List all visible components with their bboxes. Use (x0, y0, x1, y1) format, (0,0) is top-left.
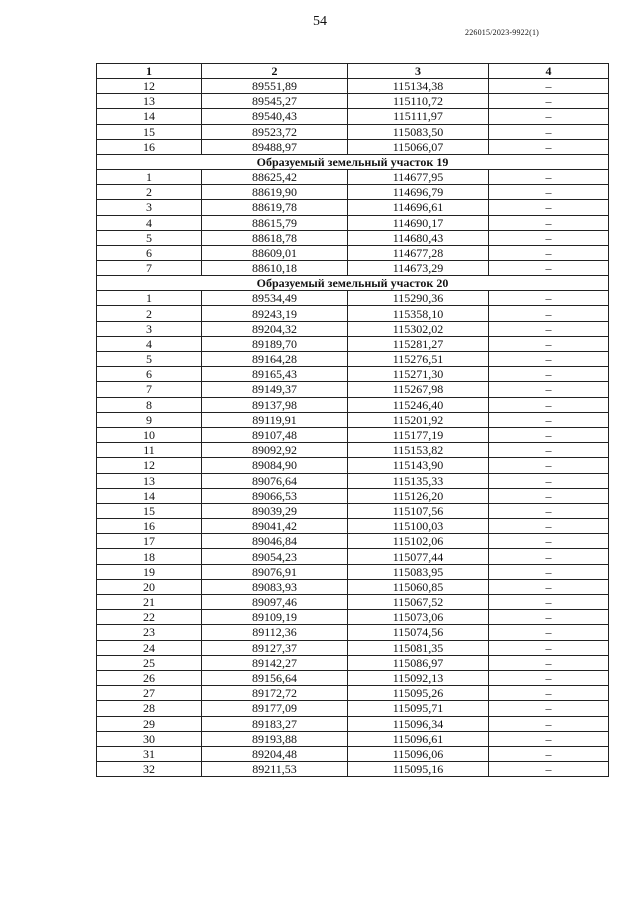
y-coordinate-cell: 115107,56 (348, 503, 489, 518)
point-number-cell: 15 (97, 124, 202, 139)
x-coordinate-cell: 89165,43 (202, 367, 348, 382)
note-cell: – (489, 625, 609, 640)
x-coordinate-cell: 88619,90 (202, 185, 348, 200)
point-number-cell: 25 (97, 655, 202, 670)
x-coordinate-cell: 89189,70 (202, 336, 348, 351)
note-cell: – (489, 382, 609, 397)
point-number-cell: 13 (97, 473, 202, 488)
y-coordinate-cell: 114680,43 (348, 230, 489, 245)
x-coordinate-cell: 89156,64 (202, 670, 348, 685)
x-coordinate-cell: 88609,01 (202, 245, 348, 260)
coordinates-table (96, 63, 609, 777)
table-row (97, 625, 609, 640)
note-cell: – (489, 579, 609, 594)
x-coordinate-cell: 89127,37 (202, 640, 348, 655)
table-row (97, 200, 609, 215)
y-coordinate-cell: 115081,35 (348, 640, 489, 655)
note-cell: – (489, 640, 609, 655)
point-number-cell: 8 (97, 397, 202, 412)
table-row (97, 488, 609, 503)
table-row (97, 549, 609, 564)
table-row (97, 746, 609, 761)
column-header: 4 (489, 64, 609, 79)
table-row (97, 245, 609, 260)
note-cell: – (489, 473, 609, 488)
note-cell: – (489, 139, 609, 154)
table-row (97, 473, 609, 488)
table-row (97, 169, 609, 184)
point-number-cell: 30 (97, 731, 202, 746)
point-number-cell: 4 (97, 336, 202, 351)
y-coordinate-cell: 115095,16 (348, 762, 489, 777)
note-cell: – (489, 488, 609, 503)
table-row (97, 716, 609, 731)
y-coordinate-cell: 115201,92 (348, 412, 489, 427)
note-cell: – (489, 215, 609, 230)
table-row (97, 640, 609, 655)
table-header-row (97, 64, 609, 79)
x-coordinate-cell: 89046,84 (202, 534, 348, 549)
point-number-cell: 27 (97, 686, 202, 701)
point-number-cell: 12 (97, 458, 202, 473)
x-coordinate-cell: 89183,27 (202, 716, 348, 731)
y-coordinate-cell: 115077,44 (348, 549, 489, 564)
x-coordinate-cell: 88625,42 (202, 169, 348, 184)
x-coordinate-cell: 89172,72 (202, 686, 348, 701)
y-coordinate-cell: 114690,17 (348, 215, 489, 230)
x-coordinate-cell: 89054,23 (202, 549, 348, 564)
y-coordinate-cell: 115153,82 (348, 443, 489, 458)
note-cell: – (489, 185, 609, 200)
y-coordinate-cell: 115110,72 (348, 94, 489, 109)
point-number-cell: 1 (97, 169, 202, 184)
point-number-cell: 17 (97, 534, 202, 549)
x-coordinate-cell: 89211,53 (202, 762, 348, 777)
x-coordinate-cell: 89142,27 (202, 655, 348, 670)
x-coordinate-cell: 89137,98 (202, 397, 348, 412)
note-cell: – (489, 519, 609, 534)
x-coordinate-cell: 89177,09 (202, 701, 348, 716)
point-number-cell: 16 (97, 139, 202, 154)
document-id: 226015/2023-9922(1) (465, 28, 540, 37)
y-coordinate-cell: 114673,29 (348, 261, 489, 276)
x-coordinate-cell: 89164,28 (202, 352, 348, 367)
y-coordinate-cell: 114677,95 (348, 169, 489, 184)
y-coordinate-cell: 115066,07 (348, 139, 489, 154)
table-row (97, 124, 609, 139)
y-coordinate-cell: 115302,02 (348, 321, 489, 336)
x-coordinate-cell: 89149,37 (202, 382, 348, 397)
note-cell: – (489, 503, 609, 518)
table-row (97, 367, 609, 382)
point-number-cell: 20 (97, 579, 202, 594)
note-cell: – (489, 336, 609, 351)
y-coordinate-cell: 115135,33 (348, 473, 489, 488)
table-row (97, 261, 609, 276)
note-cell: – (489, 321, 609, 336)
point-number-cell: 5 (97, 352, 202, 367)
x-coordinate-cell: 89092,92 (202, 443, 348, 458)
point-number-cell: 28 (97, 701, 202, 716)
note-cell: – (489, 746, 609, 761)
table-row (97, 443, 609, 458)
x-coordinate-cell: 89534,49 (202, 291, 348, 306)
note-cell: – (489, 427, 609, 442)
x-coordinate-cell: 89084,90 (202, 458, 348, 473)
note-cell: – (489, 94, 609, 109)
point-number-cell: 31 (97, 746, 202, 761)
y-coordinate-cell: 115143,90 (348, 458, 489, 473)
y-coordinate-cell: 115271,30 (348, 367, 489, 382)
y-coordinate-cell: 115067,52 (348, 595, 489, 610)
note-cell: – (489, 549, 609, 564)
point-number-cell: 21 (97, 595, 202, 610)
x-coordinate-cell: 89243,19 (202, 306, 348, 321)
y-coordinate-cell: 114696,79 (348, 185, 489, 200)
point-number-cell: 22 (97, 610, 202, 625)
y-coordinate-cell: 115177,19 (348, 427, 489, 442)
table-row (97, 534, 609, 549)
point-number-cell: 16 (97, 519, 202, 534)
note-cell: – (489, 564, 609, 579)
note-cell: – (489, 124, 609, 139)
table-row (97, 610, 609, 625)
note-cell: – (489, 169, 609, 184)
x-coordinate-cell: 89076,91 (202, 564, 348, 579)
table-row (97, 336, 609, 351)
x-coordinate-cell: 89540,43 (202, 109, 348, 124)
x-coordinate-cell: 89041,42 (202, 519, 348, 534)
table-row (97, 762, 609, 777)
y-coordinate-cell: 115096,34 (348, 716, 489, 731)
x-coordinate-cell: 89097,46 (202, 595, 348, 610)
point-number-cell: 6 (97, 367, 202, 382)
table-row (97, 397, 609, 412)
note-cell: – (489, 79, 609, 94)
note-cell: – (489, 109, 609, 124)
y-coordinate-cell: 115100,03 (348, 519, 489, 534)
x-coordinate-cell: 89066,53 (202, 488, 348, 503)
point-number-cell: 7 (97, 382, 202, 397)
y-coordinate-cell: 115083,95 (348, 564, 489, 579)
x-coordinate-cell: 89109,19 (202, 610, 348, 625)
note-cell: – (489, 367, 609, 382)
y-coordinate-cell: 115267,98 (348, 382, 489, 397)
table-row (97, 701, 609, 716)
table-row (97, 655, 609, 670)
x-coordinate-cell: 89204,32 (202, 321, 348, 336)
point-number-cell: 11 (97, 443, 202, 458)
table-row (97, 579, 609, 594)
point-number-cell: 24 (97, 640, 202, 655)
point-number-cell: 5 (97, 230, 202, 245)
y-coordinate-cell: 115060,85 (348, 579, 489, 594)
point-number-cell: 14 (97, 488, 202, 503)
y-coordinate-cell: 115111,97 (348, 109, 489, 124)
table-row (97, 139, 609, 154)
table-row (97, 412, 609, 427)
point-number-cell: 13 (97, 94, 202, 109)
y-coordinate-cell: 115276,51 (348, 352, 489, 367)
y-coordinate-cell: 115358,10 (348, 306, 489, 321)
note-cell: – (489, 731, 609, 746)
note-cell: – (489, 655, 609, 670)
table-row (97, 595, 609, 610)
table-row (97, 291, 609, 306)
note-cell: – (489, 291, 609, 306)
point-number-cell: 2 (97, 185, 202, 200)
x-coordinate-cell: 89112,36 (202, 625, 348, 640)
y-coordinate-cell: 115083,50 (348, 124, 489, 139)
note-cell: – (489, 200, 609, 215)
table-row (97, 185, 609, 200)
y-coordinate-cell: 115095,71 (348, 701, 489, 716)
table-row (97, 564, 609, 579)
y-coordinate-cell: 115073,06 (348, 610, 489, 625)
point-number-cell: 15 (97, 503, 202, 518)
x-coordinate-cell: 89545,27 (202, 94, 348, 109)
y-coordinate-cell: 115092,13 (348, 670, 489, 685)
x-coordinate-cell: 88615,79 (202, 215, 348, 230)
y-coordinate-cell: 114677,28 (348, 245, 489, 260)
note-cell: – (489, 595, 609, 610)
y-coordinate-cell: 115102,06 (348, 534, 489, 549)
y-coordinate-cell: 115096,06 (348, 746, 489, 761)
note-cell: – (489, 230, 609, 245)
x-coordinate-cell: 88618,78 (202, 230, 348, 245)
point-number-cell: 29 (97, 716, 202, 731)
point-number-cell: 14 (97, 109, 202, 124)
note-cell: – (489, 716, 609, 731)
note-cell: – (489, 261, 609, 276)
note-cell: – (489, 670, 609, 685)
table-row (97, 352, 609, 367)
column-header: 2 (202, 64, 348, 79)
table-body (97, 79, 609, 777)
point-number-cell: 26 (97, 670, 202, 685)
point-number-cell: 3 (97, 321, 202, 336)
section-heading-row (97, 154, 609, 169)
column-header: 1 (97, 64, 202, 79)
y-coordinate-cell: 115086,97 (348, 655, 489, 670)
y-coordinate-cell: 115126,20 (348, 488, 489, 503)
table-row (97, 503, 609, 518)
point-number-cell: 7 (97, 261, 202, 276)
table-row (97, 306, 609, 321)
table-row (97, 230, 609, 245)
table-row (97, 215, 609, 230)
x-coordinate-cell: 89039,29 (202, 503, 348, 518)
x-coordinate-cell: 88619,78 (202, 200, 348, 215)
x-coordinate-cell: 89076,64 (202, 473, 348, 488)
y-coordinate-cell: 114696,61 (348, 200, 489, 215)
table-row (97, 79, 609, 94)
point-number-cell: 23 (97, 625, 202, 640)
table-row (97, 94, 609, 109)
y-coordinate-cell: 115095,26 (348, 686, 489, 701)
note-cell: – (489, 443, 609, 458)
column-header: 3 (348, 64, 489, 79)
point-number-cell: 10 (97, 427, 202, 442)
table-row (97, 427, 609, 442)
point-number-cell: 3 (97, 200, 202, 215)
note-cell: – (489, 412, 609, 427)
point-number-cell: 12 (97, 79, 202, 94)
x-coordinate-cell: 89107,48 (202, 427, 348, 442)
point-number-cell: 6 (97, 245, 202, 260)
point-number-cell: 18 (97, 549, 202, 564)
page-number: 54 (313, 14, 327, 29)
point-number-cell: 2 (97, 306, 202, 321)
table-row (97, 519, 609, 534)
y-coordinate-cell: 115134,38 (348, 79, 489, 94)
point-number-cell: 9 (97, 412, 202, 427)
note-cell: – (489, 397, 609, 412)
note-cell: – (489, 686, 609, 701)
point-number-cell: 1 (97, 291, 202, 306)
table-row (97, 382, 609, 397)
section-title: Образуемый земельный участок 20 (97, 276, 609, 291)
note-cell: – (489, 245, 609, 260)
table-row (97, 686, 609, 701)
point-number-cell: 4 (97, 215, 202, 230)
x-coordinate-cell: 89551,89 (202, 79, 348, 94)
x-coordinate-cell: 89193,88 (202, 731, 348, 746)
section-heading-row (97, 276, 609, 291)
y-coordinate-cell: 115281,27 (348, 336, 489, 351)
note-cell: – (489, 762, 609, 777)
x-coordinate-cell: 89119,91 (202, 412, 348, 427)
table-row (97, 109, 609, 124)
y-coordinate-cell: 115074,56 (348, 625, 489, 640)
x-coordinate-cell: 89488,97 (202, 139, 348, 154)
y-coordinate-cell: 115096,61 (348, 731, 489, 746)
x-coordinate-cell: 89523,72 (202, 124, 348, 139)
y-coordinate-cell: 115246,40 (348, 397, 489, 412)
table-row (97, 321, 609, 336)
note-cell: – (489, 534, 609, 549)
table-row (97, 731, 609, 746)
table-row (97, 670, 609, 685)
point-number-cell: 19 (97, 564, 202, 579)
note-cell: – (489, 306, 609, 321)
point-number-cell: 32 (97, 762, 202, 777)
section-title: Образуемый земельный участок 19 (97, 154, 609, 169)
x-coordinate-cell: 89083,93 (202, 579, 348, 594)
y-coordinate-cell: 115290,36 (348, 291, 489, 306)
note-cell: – (489, 610, 609, 625)
note-cell: – (489, 701, 609, 716)
table-row (97, 458, 609, 473)
x-coordinate-cell: 89204,48 (202, 746, 348, 761)
x-coordinate-cell: 88610,18 (202, 261, 348, 276)
note-cell: – (489, 352, 609, 367)
note-cell: – (489, 458, 609, 473)
